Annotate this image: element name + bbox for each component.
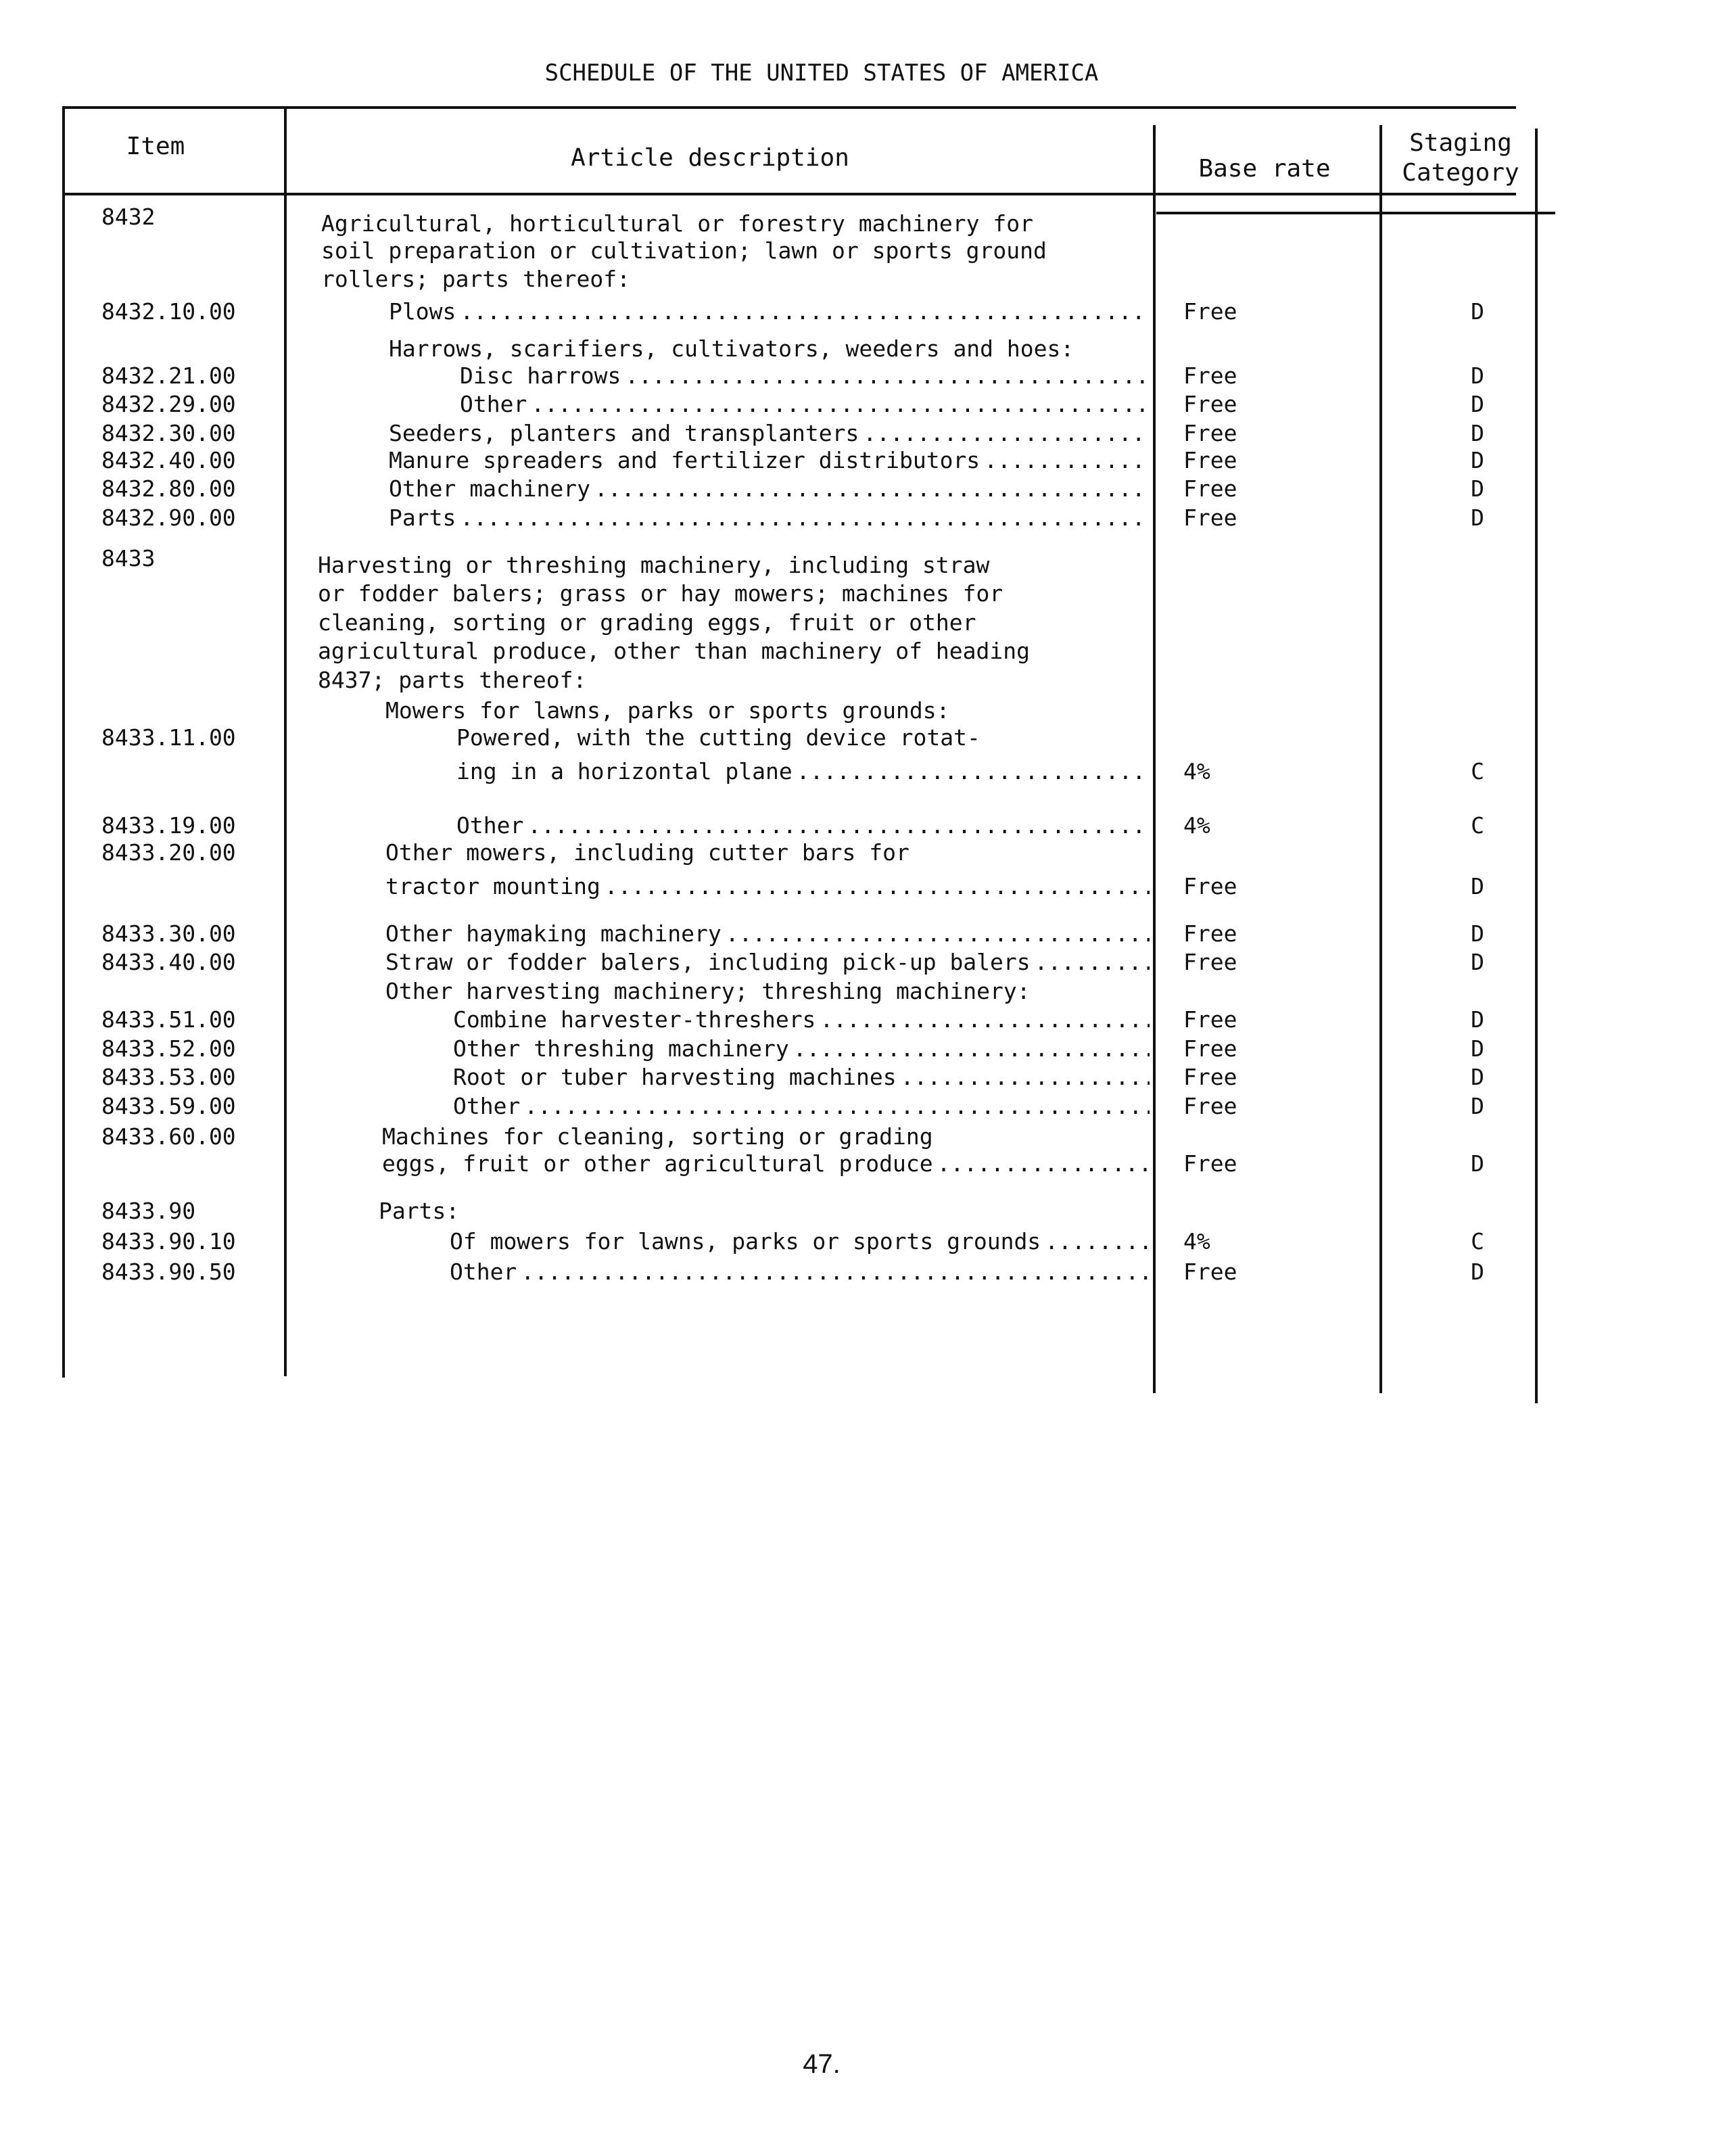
staging-category: D — [1471, 1006, 1484, 1033]
article-description — [460, 362, 1150, 390]
article-description — [318, 666, 590, 695]
article-description — [389, 475, 1150, 503]
table-row — [0, 948, 1643, 977]
base-rate: Free — [1183, 920, 1237, 947]
base-rate: 4% — [1183, 758, 1210, 784]
item-code: 8433.11.00 — [101, 724, 236, 751]
staging-category: D — [1471, 420, 1484, 446]
staging-category: D — [1471, 391, 1484, 417]
table-row — [0, 204, 1643, 238]
article-description — [379, 1197, 463, 1225]
dot-leader — [984, 446, 1150, 475]
item-code: 8432.10.00 — [101, 298, 236, 325]
article-description — [385, 977, 1035, 1006]
dot-leader — [793, 1035, 1150, 1063]
description-text: Other harvesting machinery; threshing machinery: — [385, 978, 1035, 1004]
staging-category: D — [1471, 920, 1484, 947]
table-row — [0, 1150, 1643, 1178]
description-text: Seeders, planters and transplanters — [389, 419, 863, 448]
description-text: Other machinery — [389, 475, 594, 503]
table-row — [0, 1092, 1643, 1121]
article-description — [456, 812, 1150, 840]
table-row — [0, 1197, 1643, 1225]
article-description — [453, 1006, 1150, 1034]
table-row — [0, 475, 1643, 503]
description-text: Other — [453, 1092, 524, 1121]
description-text: Machines for cleaning, sorting or grading — [382, 1123, 937, 1150]
staging-category: C — [1471, 812, 1484, 839]
staging-category: D — [1471, 475, 1484, 502]
description-text: Combine harvester-threshers — [453, 1006, 820, 1034]
item-code: 8433.60.00 — [101, 1123, 236, 1150]
staging-category: D — [1471, 1035, 1484, 1062]
description-text: Manure spreaders and fertilizer distributors — [389, 446, 984, 475]
table-row — [0, 839, 1643, 867]
staging-category: D — [1471, 1259, 1484, 1285]
description-text: Parts — [389, 504, 460, 532]
description-text: tractor mounting — [385, 872, 605, 901]
page-number: 47. — [803, 2049, 841, 2079]
article-description — [321, 237, 1051, 265]
description-text: Other mowers, including cutter bars for — [385, 839, 914, 866]
staging-category: D — [1471, 873, 1484, 899]
dot-leader — [625, 362, 1150, 390]
header-item: Item — [126, 133, 185, 160]
item-code: 8432.80.00 — [101, 475, 236, 502]
item-code: 8433.20.00 — [101, 839, 236, 866]
item-code: 8432 — [101, 204, 156, 230]
base-rate: Free — [1183, 873, 1237, 899]
description-text: Other threshing machinery — [453, 1035, 793, 1063]
item-code: 8433.53.00 — [101, 1064, 236, 1090]
table-row — [0, 237, 1643, 265]
article-description — [450, 1258, 1150, 1286]
article-description — [318, 580, 1007, 608]
header-base-rate: Base rate — [1198, 155, 1331, 183]
article-description — [318, 609, 980, 637]
base-rate: Free — [1183, 420, 1237, 446]
staging-category: D — [1471, 949, 1484, 975]
description-text: Agricultural, horticultural or forestry machinery for — [321, 210, 1037, 237]
dot-leader — [521, 1258, 1150, 1286]
item-code: 8433.30.00 — [101, 920, 236, 947]
table-row — [0, 545, 1643, 580]
table-row — [0, 1227, 1643, 1256]
dot-leader — [531, 390, 1150, 419]
base-rate: Free — [1183, 391, 1237, 417]
description-text: ing in a horizontal plane — [456, 757, 797, 786]
table-row — [0, 1035, 1643, 1063]
dot-leader — [460, 504, 1150, 532]
dot-leader — [527, 812, 1150, 840]
item-code: 8432.21.00 — [101, 362, 236, 389]
base-rate: Free — [1183, 475, 1237, 502]
item-code: 8432.29.00 — [101, 391, 236, 417]
header-top-rule — [62, 106, 1516, 109]
description-text: Root or tuber harvesting machines — [453, 1063, 901, 1092]
article-description — [385, 872, 1150, 901]
table-row — [0, 390, 1643, 419]
table-row — [0, 265, 1643, 294]
article-description — [460, 390, 1150, 419]
table-row — [0, 580, 1643, 608]
table-row — [0, 609, 1643, 637]
description-text: soil preparation or cultivation; lawn or sports ground — [321, 237, 1051, 264]
description-text: or fodder balers; grass or hay mowers; machines for — [318, 580, 1007, 607]
dot-leader — [594, 475, 1150, 503]
table-row — [0, 1006, 1643, 1034]
base-rate: Free — [1183, 1093, 1237, 1119]
description-text: Straw or fodder balers, including pick-up balers — [385, 948, 1035, 977]
article-description — [456, 757, 1150, 786]
dot-leader — [820, 1006, 1150, 1034]
header-staging-line1: Staging — [1409, 129, 1512, 157]
table-row — [0, 977, 1643, 1006]
dot-leader — [1035, 948, 1150, 977]
description-text: Disc harrows — [460, 362, 625, 390]
staging-category: D — [1471, 1093, 1484, 1119]
base-rate: Free — [1183, 1259, 1237, 1285]
dot-leader — [901, 1063, 1150, 1092]
description-text: Other haymaking machinery — [385, 920, 726, 948]
description-text: Plows — [389, 298, 460, 326]
base-rate: Free — [1183, 1035, 1237, 1062]
description-text: Other — [456, 812, 527, 840]
description-text: 8437; parts thereof: — [318, 667, 590, 693]
description-text: Harrows, scarifiers, cultivators, weeders and hoes: — [389, 335, 1078, 362]
base-rate: Free — [1183, 1006, 1237, 1033]
table-row — [0, 504, 1643, 532]
item-code: 8433.90.50 — [101, 1259, 236, 1285]
article-description — [385, 697, 953, 725]
description-text: Mowers for lawns, parks or sports grounds: — [385, 697, 953, 724]
article-description — [389, 419, 1150, 448]
item-code: 8433.52.00 — [101, 1035, 236, 1062]
item-code: 8432.30.00 — [101, 420, 236, 446]
dot-leader — [1045, 1227, 1150, 1256]
article-description — [318, 637, 1034, 665]
article-description — [382, 1150, 1150, 1178]
article-description — [389, 335, 1078, 363]
base-rate: Free — [1183, 1064, 1237, 1090]
article-description — [453, 1092, 1150, 1121]
item-code: 8433.59.00 — [101, 1093, 236, 1119]
base-rate: Free — [1183, 447, 1237, 473]
article-description — [321, 265, 634, 294]
table-row — [0, 298, 1643, 326]
base-rate: Free — [1183, 362, 1237, 389]
header-staging-line2: Category — [1402, 159, 1519, 187]
item-code: 8433.19.00 — [101, 812, 236, 839]
article-description — [450, 1227, 1150, 1256]
item-code: 8433 — [101, 545, 156, 571]
table-row — [0, 724, 1643, 752]
base-rate: 4% — [1183, 1228, 1210, 1255]
table-row — [0, 446, 1643, 475]
description-text: agricultural produce, other than machinery of heading — [318, 638, 1034, 664]
base-rate: Free — [1183, 949, 1237, 975]
staging-category: D — [1471, 447, 1484, 473]
description-text: eggs, fruit or other agricultural produce — [382, 1150, 937, 1178]
table-row — [0, 697, 1643, 725]
article-description — [321, 210, 1037, 238]
article-description — [389, 298, 1150, 326]
table-row — [0, 1063, 1643, 1092]
item-code: 8432.40.00 — [101, 447, 236, 473]
table-row — [0, 1123, 1643, 1151]
article-description — [318, 551, 993, 580]
description-text: Parts: — [379, 1198, 463, 1224]
article-description — [382, 1123, 937, 1151]
dot-leader — [524, 1092, 1150, 1121]
table-row — [0, 920, 1643, 948]
staging-category: C — [1471, 758, 1484, 784]
dot-leader — [937, 1150, 1150, 1178]
article-description — [389, 446, 1150, 475]
staging-category: D — [1471, 505, 1484, 531]
description-text: cleaning, sorting or grading eggs, fruit or other — [318, 609, 980, 636]
dot-leader — [726, 920, 1150, 948]
dot-leader — [797, 757, 1150, 786]
staging-category: D — [1471, 362, 1484, 389]
description-text: rollers; parts thereof: — [321, 266, 634, 292]
table-row — [0, 419, 1643, 448]
article-description — [453, 1035, 1150, 1063]
staging-category: C — [1471, 1228, 1484, 1255]
base-rate: Free — [1183, 298, 1237, 325]
dot-leader — [460, 298, 1150, 326]
table-row — [0, 637, 1643, 665]
article-description — [453, 1063, 1150, 1092]
item-code: 8433.40.00 — [101, 949, 236, 975]
header-description: Article description — [571, 144, 849, 172]
base-rate: 4% — [1183, 812, 1210, 839]
staging-category: D — [1471, 298, 1484, 325]
base-rate: Free — [1183, 1150, 1237, 1177]
item-code: 8433.90 — [101, 1198, 196, 1224]
item-code: 8432.90.00 — [101, 505, 236, 531]
base-rate: Free — [1183, 505, 1237, 531]
article-description — [385, 948, 1150, 977]
description-text: Of mowers for lawns, parks or sports grounds — [450, 1227, 1045, 1256]
description-text: Harvesting or threshing machinery, including straw — [318, 552, 993, 578]
table-row — [0, 757, 1643, 786]
article-description — [389, 504, 1150, 532]
description-text: Powered, with the cutting device rotat- — [456, 724, 985, 751]
item-code: 8433.90.10 — [101, 1228, 236, 1255]
table-row — [0, 812, 1643, 840]
dot-leader — [863, 419, 1150, 448]
page-title: SCHEDULE OF THE UNITED STATES OF AMERICA — [544, 60, 1099, 87]
table-row — [0, 872, 1643, 901]
table-row — [0, 335, 1643, 363]
table-row — [0, 666, 1643, 695]
article-description — [456, 724, 985, 752]
staging-category: D — [1471, 1064, 1484, 1090]
article-description — [385, 839, 914, 867]
header-bottom-rule — [62, 193, 1516, 195]
description-text: Other — [460, 390, 531, 419]
table-row — [0, 362, 1643, 390]
dot-leader — [605, 872, 1150, 901]
article-description — [385, 920, 1150, 948]
staging-category: D — [1471, 1150, 1484, 1177]
description-text: Other — [450, 1258, 521, 1286]
table-row — [0, 1258, 1643, 1286]
item-code: 8433.51.00 — [101, 1006, 236, 1033]
